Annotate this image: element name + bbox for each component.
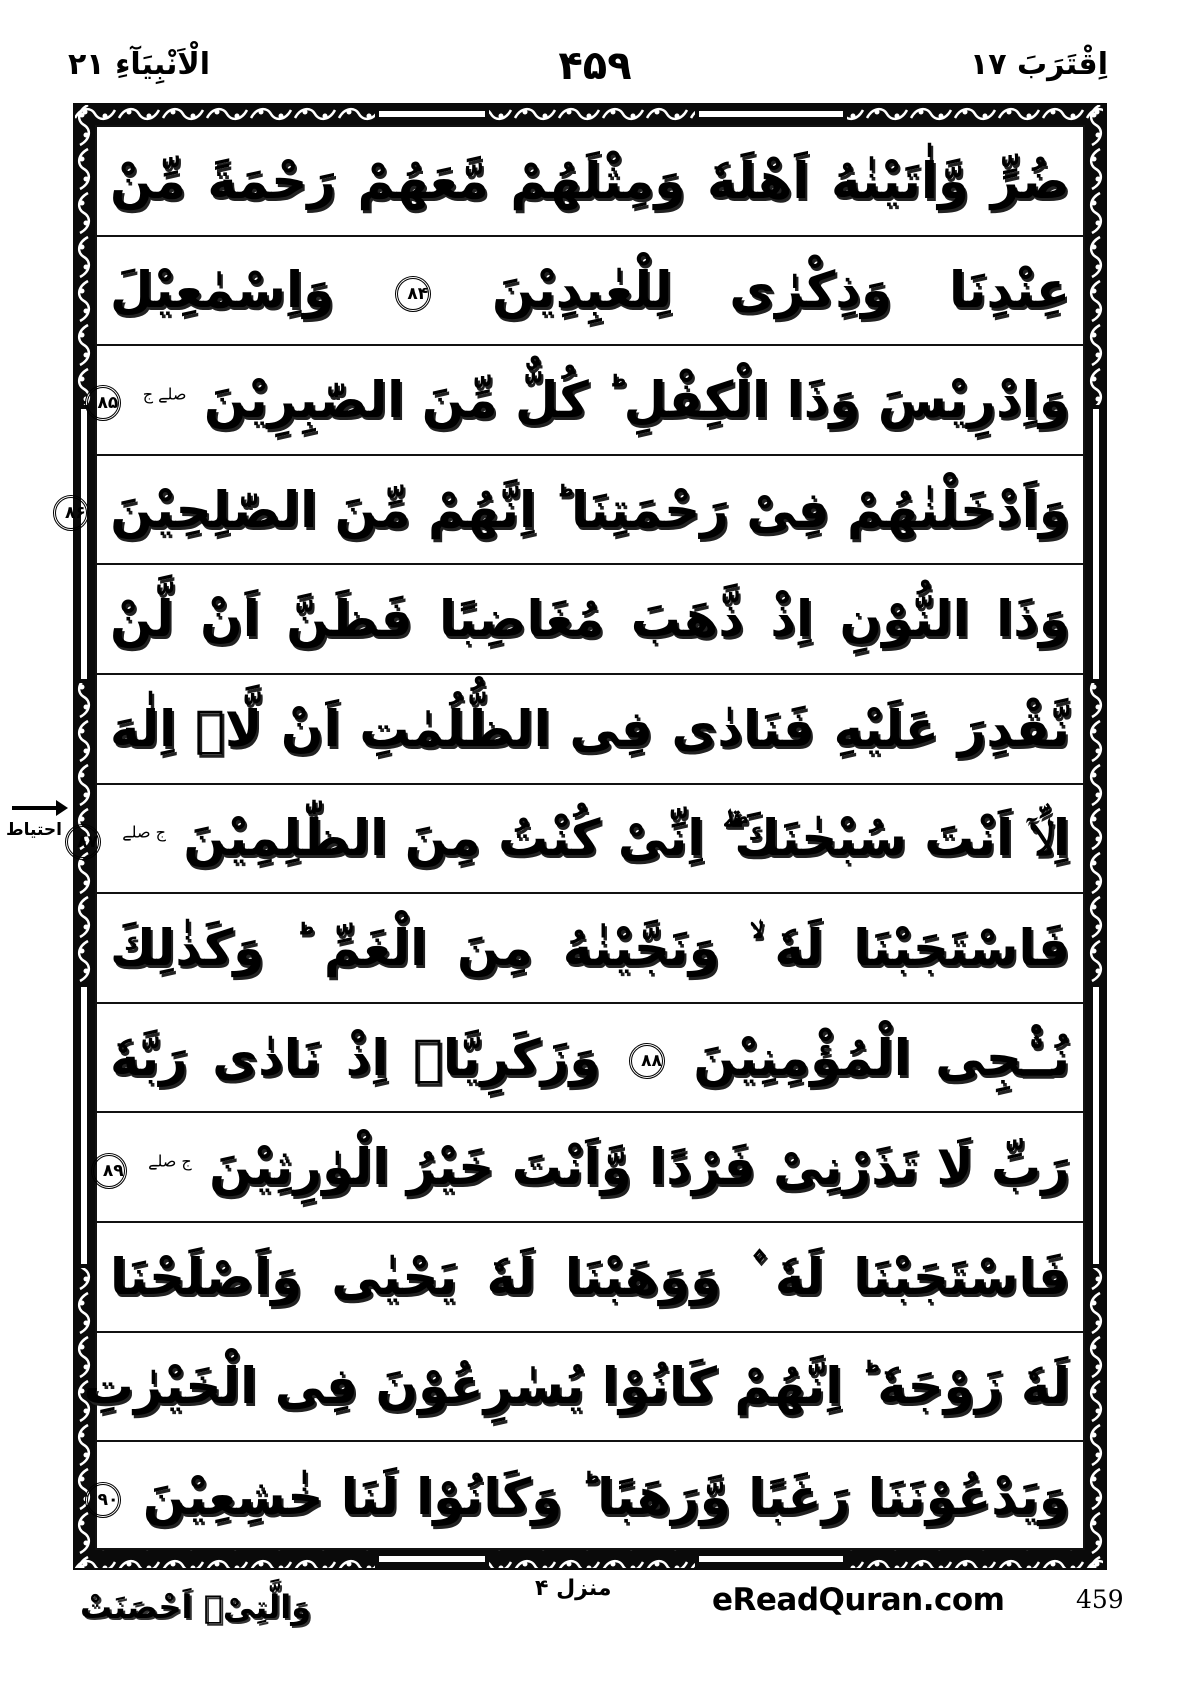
waqf-sign: ج صلے (148, 1151, 192, 1171)
waqf-sign: ج صلے (122, 822, 166, 842)
verse-line-5 (97, 565, 1083, 675)
verse-line-10 (97, 1113, 1083, 1223)
verse-segment: رَبِّ لَا تَذَرْنِیْ فَرْدًا وَّاَنْتَ خَیْرُ الْوٰرِثِیْنَ (209, 1138, 1070, 1197)
verse-line-text (97, 370, 1070, 429)
verse-line-2 (97, 237, 1083, 347)
verse-segment: وَاِدْرِیْسَ وَذَا الْكِفْلِ ؕ كُلٌّ مِّنَ الصّٰبِرِیْنَ (203, 370, 1070, 429)
verse-line-text (65, 480, 1070, 539)
verse-line-9 (97, 1004, 1083, 1114)
verse-text-panel (65, 125, 1085, 1550)
verse-line-8 (97, 894, 1083, 1004)
verse-line-text (102, 1138, 1070, 1197)
verse-line-text: ضُرٍّ وَّاٰتَیْنٰهُ اَهْلَهٗ وَمِثْلَهُمْ مَّعَهُمْ رَحْمَةً مِّنْ (110, 151, 1070, 210)
verse-line-text (110, 1028, 1070, 1087)
ayah-marker-icon: ۸۸ (629, 1043, 665, 1079)
ayah-marker-icon: ۸۹ (91, 1153, 127, 1189)
verse-line-text: نَّقْدِرَ عَلَیْهِ فَنَادٰى فِی الظُّلُمٰتِ اَنْ لَّاۤ اِلٰهَ (110, 699, 1070, 758)
verse-line-text (110, 261, 1070, 320)
verse-segment: وَیَدْعُوْنَنَا رَغَبًا وَّرَهَبًا ؕ وَكَانُوْا لَنَا خٰشِعِیْنَ (142, 1467, 1070, 1526)
catchword: وَالَّتِیْۤ اَحْصَنَتْ (80, 1588, 312, 1626)
manzil-label: منزل ۴ (535, 1576, 612, 1601)
ayah-marker-icon: ۸۵ (85, 385, 121, 421)
verse-line-1 (97, 127, 1083, 237)
verse-line-11 (97, 1223, 1083, 1333)
verse-line-6 (97, 675, 1083, 785)
ayah-marker-icon: ۸۷ (65, 824, 101, 860)
verse-line-13 (97, 1442, 1083, 1552)
verse-line-text: لَهٗ زَوْجَهٗ ؕ اِنَّهُمْ كَانُوْا یُسٰرِعُوْنَ فِی الْخَیْرٰتِ (83, 1357, 1070, 1416)
verse-line-text: فَاسْتَجَبْنَا لَهٗ ۙ وَنَجَّیْنٰهُ مِنَ الْغَمِّ ؕ وَكَذٰلِكَ (110, 918, 1070, 977)
website-watermark: eReadQuran.com (712, 1582, 1005, 1618)
page-number-header: ۴۵۹ (558, 43, 632, 89)
verse-segment: وَاَدْخَلْنٰهُمْ فِیْ رَحْمَتِنَا ؕ اِنَّهُمْ مِّنَ الصّٰلِحِیْنَ (110, 480, 1070, 539)
verse-line-12 (83, 1333, 1083, 1443)
verse-line-text (97, 1467, 1070, 1526)
verse-line-7 (77, 785, 1083, 895)
verse-segment: وَاِسْمٰعِیْلَ (110, 261, 335, 320)
verse-segment: وَزَكَرِیَّاۤ اِذْ نَادٰى رَبَّهٗ (110, 1028, 601, 1087)
ayah-marker-icon: ۸۶ (53, 495, 89, 531)
juz-name-header: اِقْتَرَبَ ۱۷ (969, 47, 1108, 82)
verse-segment: عِنْدِنَا وَذِكْرٰى لِلْعٰبِدِیْنَ (491, 261, 1070, 320)
verse-line-text: وَذَا النُّوْنِ اِذْ ذَّهَبَ مُغَاضِبًا فَظَنَّ اَنْ لَّنْ (110, 590, 1070, 649)
verse-line-text: فَاسْتَجَبْنَا لَهٗ ۫ وَوَهَبْنَا لَهٗ یَحْیٰى وَاَصْلَحْنَا (110, 1247, 1070, 1306)
verse-line-text (77, 809, 1070, 868)
ayah-marker-icon: ۸۴ (395, 276, 431, 312)
verse-segment: نُـْۨجِی الْمُؤْمِنِیْنَ (693, 1028, 1070, 1087)
page-number-footer: 459 (1076, 1585, 1124, 1614)
verse-segment: اِلَّاۤ اَنْتَ سُبْحٰنَكَ ۖۗ اِنِّیْ كُنْتُ مِنَ الظّٰلِمِیْنَ (183, 809, 1070, 868)
surah-name-header: الْاَنْبِیَآءِ ۲۱ (68, 47, 211, 82)
verse-line-4 (65, 456, 1083, 566)
arrow-right-icon (12, 806, 62, 810)
ayah-marker-icon: ۹۰ (85, 1482, 121, 1518)
margin-note-label: احتیاط (6, 820, 62, 840)
waqf-sign: صلے ج (142, 384, 187, 404)
verse-line-3 (97, 346, 1083, 456)
